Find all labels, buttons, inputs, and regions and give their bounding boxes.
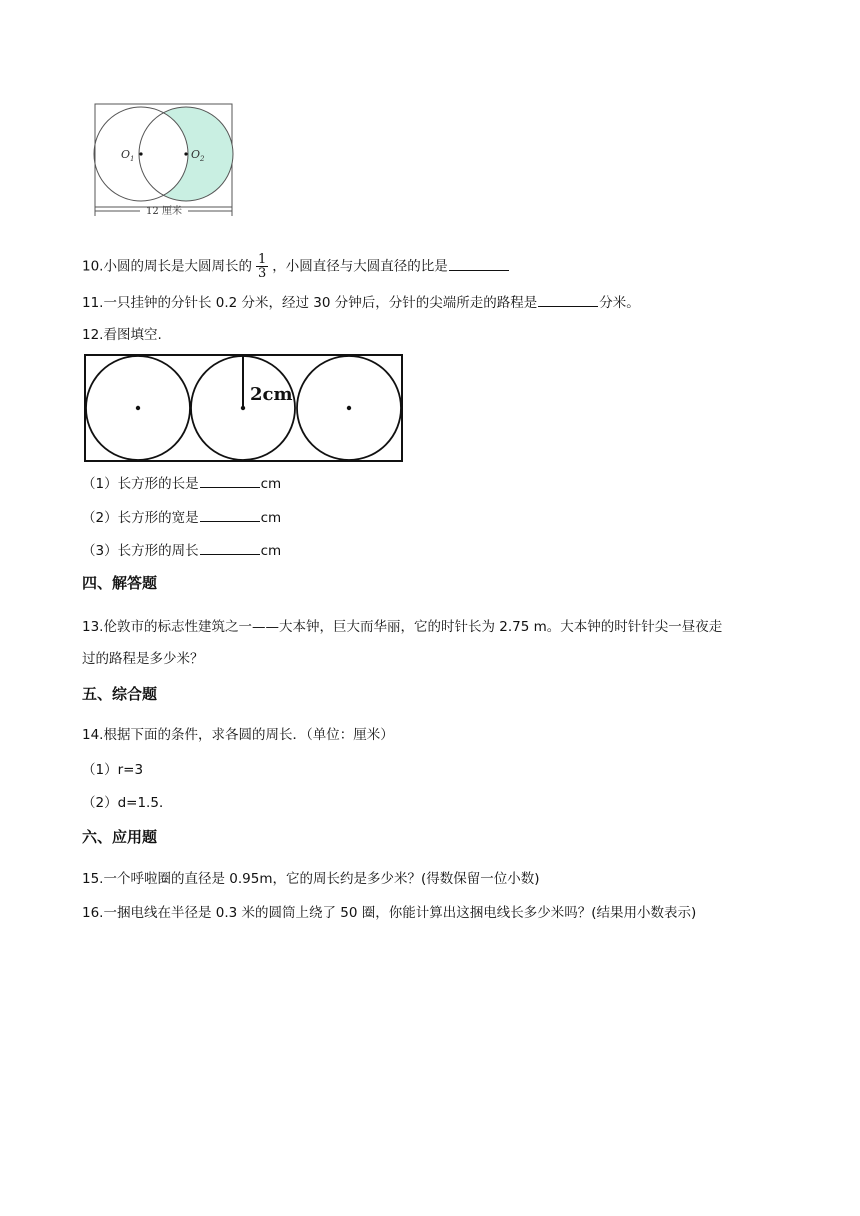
q14-item-2: （2）d=1.5． xyxy=(82,795,173,811)
center-dot-right xyxy=(347,406,351,410)
q12-item-1-text: （1）长方形的长是 xyxy=(82,476,199,492)
q12-item-2-blank[interactable] xyxy=(200,507,260,522)
section-4-heading: 四、解答题 xyxy=(82,574,158,592)
q13-line-1: 13.伦敦市的标志性建筑之一——大本钟，巨大而华丽，它的时针长为 2.75 m。大本钟的时针针尖一昼夜走 xyxy=(82,619,723,635)
label-o1: $O_1$ xyxy=(121,148,135,163)
fraction-numerator: 1 xyxy=(257,252,267,267)
center-o2-dot xyxy=(184,152,187,155)
q10-answer-blank[interactable] xyxy=(449,256,509,271)
q14-title: 14.根据下面的条件，求各圆的周长．（单位：厘米） xyxy=(82,727,394,743)
question-11 xyxy=(82,292,640,313)
q12-item-1-unit: cm xyxy=(260,476,282,492)
q13-line-2: 过的路程是多少米？ xyxy=(82,651,204,667)
q12-item-2-unit: cm xyxy=(260,510,282,526)
center-dot-left xyxy=(136,406,140,410)
q10-text-after: ，小圆直径与大圆直径的比是 xyxy=(272,258,448,275)
q12-item-3-blank[interactable] xyxy=(200,540,260,555)
center-o1-dot xyxy=(139,152,142,155)
dimension-label: 12 厘米 xyxy=(146,206,182,217)
q12-item-2-text: （2）长方形的宽是 xyxy=(82,510,199,526)
q12-item-3 xyxy=(82,540,281,561)
q12-title: 12.看图填空. xyxy=(82,327,162,343)
three-circles-figure xyxy=(84,354,406,464)
q12-item-2 xyxy=(82,507,281,528)
q11-text-after: 分米。 xyxy=(599,295,640,311)
label-o2: $O_2$ xyxy=(191,148,205,163)
q10-text-before: 10.小圆的周长是大圆周长的 xyxy=(82,258,252,275)
q11-answer-blank[interactable] xyxy=(538,292,598,307)
q12-item-1 xyxy=(82,473,281,494)
section-5-heading: 五、综合题 xyxy=(82,685,158,703)
two-circles-figure xyxy=(88,100,240,220)
q15-text: 15.一个呼啦圈的直径是 0.95m，它的周长约是多少米？(得数保留一位小数) xyxy=(82,871,540,887)
fraction-one-third xyxy=(256,253,268,280)
q16-text: 16.一捆电线在半径是 0.3 米的圆筒上绕了 50 圈，你能计算出这捆电线长多少米吗？(结果用小数表示) xyxy=(82,905,697,921)
radius-label: 2cm xyxy=(250,384,293,405)
question-10 xyxy=(82,253,510,280)
q11-text-before: 11.一只挂钟的分针长 0.2 分米，经过 30 分钟后，分针的尖端所走的路程是 xyxy=(82,295,538,311)
fraction-denominator: 3 xyxy=(257,266,267,281)
q12-item-3-text: （3）长方形的周长 xyxy=(82,543,199,559)
q12-item-3-unit: cm xyxy=(260,543,282,559)
q14-item-1: （1）r=3 xyxy=(82,762,144,778)
q12-item-1-blank[interactable] xyxy=(200,473,260,488)
section-6-heading: 六、应用题 xyxy=(82,828,158,846)
